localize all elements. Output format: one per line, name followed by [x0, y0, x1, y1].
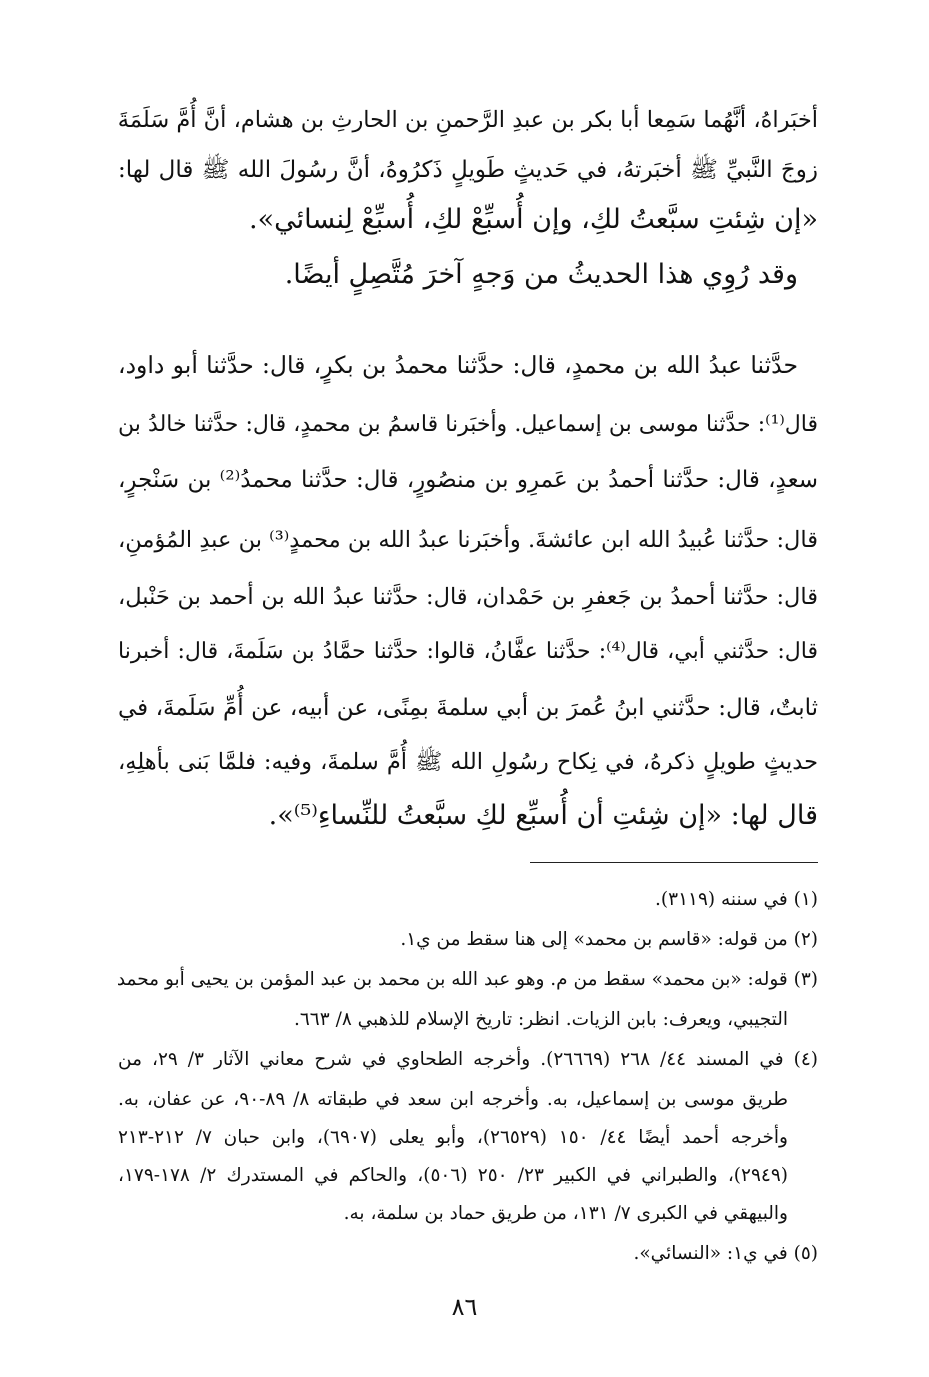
footnote-4-continued: وأخرجه أحمد أيضًا ٤٤/ ١٥٠ (٢٦٥٢٩)، وأبو يعلى (٦٩٠٧)، وابن حبان ٧/ ٢١٢-٢١٣: [118, 1127, 788, 1148]
footnote-5: (٥) في ي١: «النسائي».: [633, 1243, 818, 1264]
text-line: «إن شِئتِ سبَّعتُ لكِ، وإن أُسبِّعْ لكِ، أُسبِّعْ لِنسائي».: [249, 204, 818, 235]
text-line: قال: حدَّثنا عُبيدُ الله ابن عائشةَ. وأخبَرنا عبدُ الله بن محمدٍ⁽³⁾ بن عبدِ المُؤمنِ،: [118, 527, 818, 553]
text-line: قال: حدَّثني أبي، قال⁽⁴⁾: حدَّثنا عفَّانُ، قالوا: حدَّثنا حمَّادُ بن سَلَمةَ، قال: أخبرنا: [118, 639, 819, 664]
text-line: حدَّثنا عبدُ الله بن محمدٍ، قال: حدَّثنا محمدُ بن بكرٍ، قال: حدَّثنا أبو داود،: [118, 351, 798, 379]
footnote-4-continued: (٢٩٤٩)، والطبراني في الكبير ٢٣/ ٢٥٠ (٥٠٦)، والحاكم في المستدرك ٢/ ١٧٨-١٧٩،: [118, 1165, 788, 1186]
text-line: سعدٍ، قال: حدَّثنا أحمدُ بن عَمرِو بن منصُورٍ، قال: حدَّثنا محمدُ⁽²⁾ بن سَنْجرٍ،: [118, 467, 818, 493]
footnote-3: (٣) قوله: «بن محمد» سقط من م. وهو عبد الله بن محمد بن عبد المؤمن بن يحيى أبو محمد: [116, 969, 818, 990]
page-number: ٨٦: [451, 1293, 478, 1321]
footnote-separator: [530, 862, 818, 863]
text-line: قال لها: «إن شِئتِ أن أُسبِّع لكِ سبَّعتُ للنِّساءِ⁽⁵⁾».: [268, 800, 818, 831]
text-line: قال⁽¹⁾: حدَّثنا موسى بن إسماعيل. وأخبَرنا قاسمُ بن محمدٍ، قال: حدَّثنا خالدُ بن: [118, 412, 818, 437]
footnote-3-continued: التجيبي، ويعرف: بابن الزيات. انظر: تاريخ الإسلام للذهبي ٨/ ٦٦٣.: [293, 1009, 788, 1030]
footnote-4: (٤) في المسند ٤٤/ ٢٦٨ (٢٦٦٦٩). وأخرجه الطحاوي في شرح معاني الآثار ٣/ ٢٩، من: [118, 1049, 818, 1070]
text-line: قال: حدَّثنا أحمدُ بن جَعفرِ بن حَمْدان، قال: حدَّثنا عبدُ الله بن أحمد بن حَنْبل،: [118, 584, 818, 610]
footnote-1: (١) في سننه (٣١١٩).: [655, 889, 818, 910]
footnote-4-continued: طريق موسى بن إسماعيل، به. وأخرجه ابن سعد في طبقاته ٨/ ٨٩-٩٠، عن عفان، به.: [118, 1089, 789, 1110]
text-line: وقد رُوِي هذا الحديثُ من وَجهٍ آخرَ مُتَّصِلٍ أيضًا.: [284, 259, 798, 290]
footnote-2: (٢) من قوله: «قاسم بن محمد» إلى هنا سقط من ي١.: [400, 929, 818, 950]
text-line: حديثٍ طويلٍ ذكرهُ، في نِكاح رسُولِ الله ﷺ أُمَّ سلمةَ، وفيه: فلمَّا بَنى بأهلِهِ،: [118, 749, 818, 775]
text-line: ثابتٌ، قال: حدَّثني ابنُ عُمرَ بن أبي سلمةَ بمِنًى، عن أبيه، عن أُمِّ سَلَمةَ، في: [118, 695, 818, 721]
footnote-4-continued: والبيهقي في الكبرى ٧/ ١٣١، من طريق حماد بن سلمة، به.: [343, 1203, 788, 1224]
text-line: زوجَ النَّبيِّ ﷺ أخبَرتهُ، في حَديثٍ طَويلٍ ذَكرُوهُ، أنَّ رسُولَ الله ﷺ قال لها:: [118, 157, 818, 183]
text-line: أخبَراهُ، أنَّهُما سَمِعا أبا بكر بن عبدِ الرَّحمنِ بن الحارثِ بن هشام، أنَّ أُمَّ سَلَمَةَ: [117, 107, 818, 133]
